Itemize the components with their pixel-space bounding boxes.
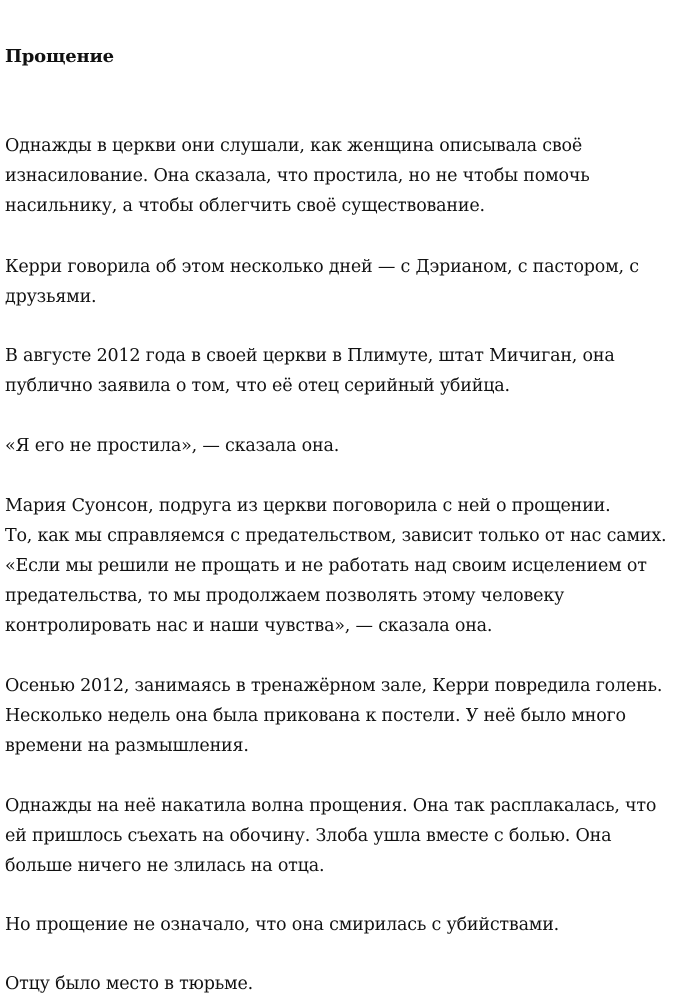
paragraph-4 — [5, 431, 339, 461]
paragraph-2 — [5, 252, 639, 312]
paragraph-7 — [5, 791, 656, 881]
paragraph-line: «Если мы решили не прощать и не работать над своим исцелением от — [5, 556, 647, 576]
paragraph-9 — [5, 969, 253, 999]
paragraph-line: То, как мы справляемся с предательством, зависит только от нас самих. — [5, 526, 667, 546]
article-title: Прощение — [5, 46, 114, 67]
paragraph-line: Однажды в церкви они слушали, как женщина описывала своё — [5, 136, 582, 156]
paragraph-line: больше ничего не злилась на отца. — [5, 856, 325, 876]
paragraph-6 — [5, 671, 662, 761]
paragraph-line: изнасилование. Она сказала, что простила, но не чтобы помочь — [5, 166, 590, 186]
paragraph-line: ей пришлось съехать на обочину. Злоба ушла вместе с болью. Она — [5, 826, 612, 846]
paragraph-line: Однажды на неё накатила волна прощения. Она так расплакалась, что — [5, 796, 657, 816]
paragraph-line: контролировать нас и наши чувства», — сказала она. — [5, 616, 493, 636]
paragraph-line: Осенью 2012, занимаясь в тренажёрном зале, Керри повредила голень. — [5, 676, 663, 696]
paragraph-line: публично заявила о том, что её отец серийный убийца. — [5, 376, 510, 396]
paragraph-line: Керри говорила об этом несколько дней — с Дэрианом, с пастором, с — [5, 257, 639, 277]
paragraph-line: насильнику, а чтобы облегчить своё существование. — [5, 196, 485, 216]
paragraph-8 — [5, 910, 559, 940]
paragraph-line: Отцу было место в тюрьме. — [5, 974, 253, 994]
paragraph-line: Но прощение не означало, что она смирилась с убийствами. — [5, 915, 560, 935]
paragraph-5 — [5, 491, 666, 641]
paragraph-line: Мария Суонсон, подруга из церкви поговорила с ней о прощении. — [5, 496, 611, 516]
paragraph-3 — [5, 341, 615, 401]
paragraph-line: «Я его не простила», — сказала она. — [5, 436, 340, 456]
paragraph-line: Несколько недель она была прикована к постели. У неё было много — [5, 706, 626, 726]
paragraph-line: предательства, то мы продолжаем позволять этому человеку — [5, 586, 565, 606]
paragraph-1 — [5, 131, 590, 221]
paragraph-line: В августе 2012 года в своей церкви в Плимуте, штат Мичиган, она — [5, 346, 615, 366]
paragraph-line: времени на размышления. — [5, 736, 249, 756]
paragraph-line: друзьями. — [5, 287, 97, 307]
